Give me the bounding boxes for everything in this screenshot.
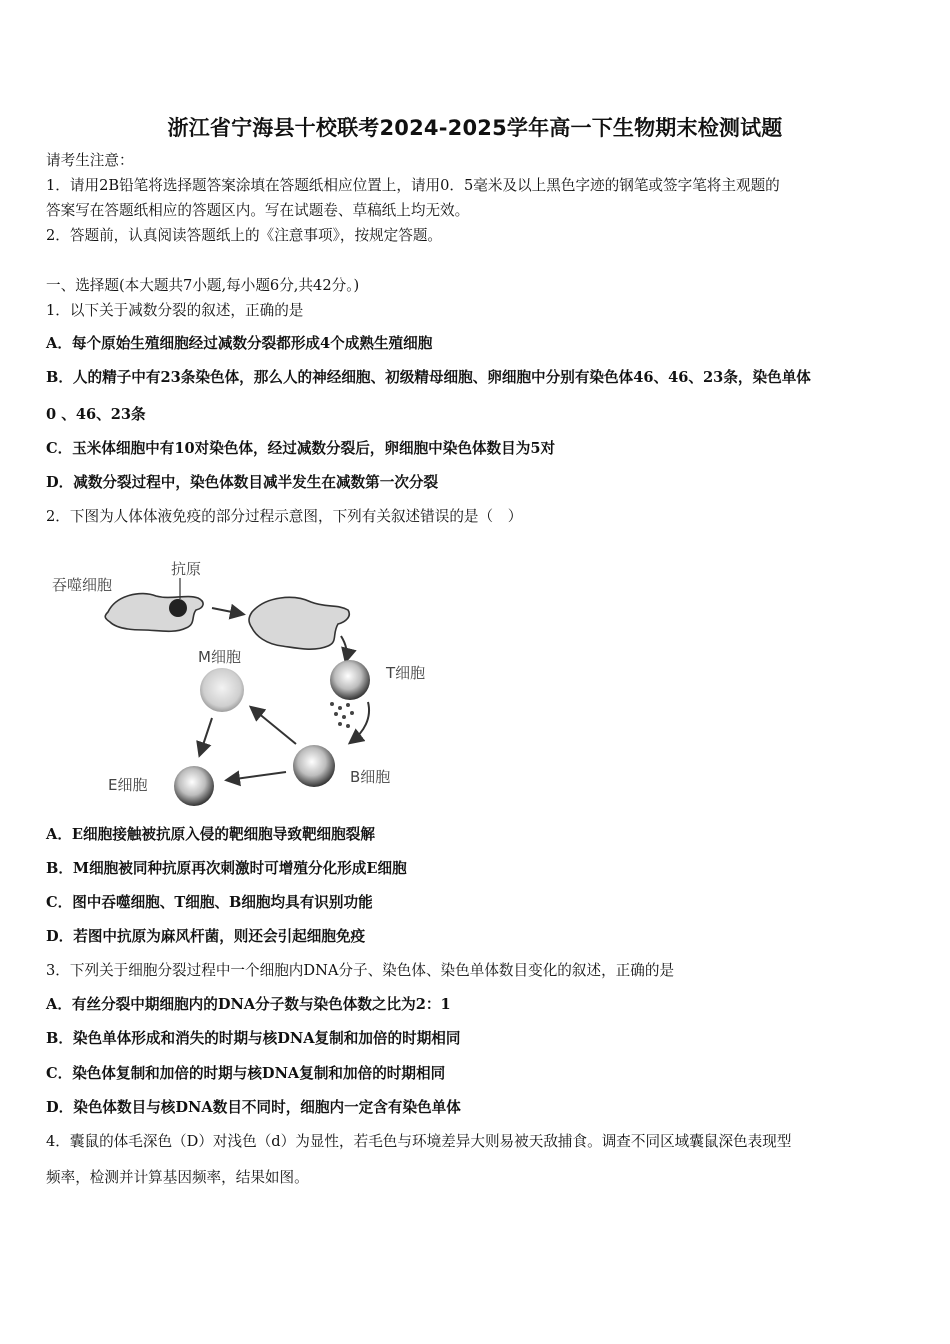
- notice-item-1-line-2: 答案写在答题纸相应的答题区内。写在试题卷、草稿纸上均无效。: [46, 202, 470, 219]
- question-2-option-d: D．若图中抗原为麻风杆菌，则还会引起细胞免疫: [46, 928, 366, 945]
- notice-heading: 请考生注意：: [46, 152, 134, 169]
- question-1-option-d: D．减数分裂过程中，染色体数目减半发生在减数第一次分裂: [46, 474, 439, 491]
- question-2-option-c: C．图中吞噬细胞、T细胞、B细胞均具有识别功能: [46, 894, 373, 911]
- question-4-stem-line-1: 4．囊鼠的体毛深色（D）对浅色（d）为显性，若毛色与环境差异大则易被天敌捕食。调查不同区域囊鼠深色表现型: [46, 1133, 792, 1150]
- antigen-label: 抗原: [171, 560, 202, 578]
- question-3-option-d: D．染色体数目与核DNA数目不同时，细胞内一定含有染色单体: [46, 1099, 461, 1116]
- question-1-stem: 1．以下关于减数分裂的叙述，正确的是: [46, 302, 304, 319]
- m-cell: [200, 668, 244, 712]
- question-1-option-b-line-1: B．人的精子中有23条染色体，那么人的神经细胞、初级精母细胞、卵细胞中分别有染色体46、46、23条，染色单体: [46, 369, 811, 386]
- phagocyte-cell: [105, 594, 203, 632]
- section-heading: 一、选择题(本大题共7小题,每小题6分,共42分。): [46, 277, 360, 294]
- question-3-option-b: B．染色单体形成和消失的时期与核DNA复制和加倍的时期相同: [46, 1030, 461, 1047]
- phagocyte-presenting-cell: [249, 597, 349, 649]
- e-cell-label: E细胞: [108, 776, 148, 794]
- t-cell-label: T细胞: [386, 664, 426, 682]
- e-cell: [174, 766, 214, 806]
- question-3-option-c: C．染色体复制和加倍的时期与核DNA复制和加倍的时期相同: [46, 1065, 446, 1082]
- lymphokine-dots: [330, 702, 354, 728]
- antigen-particle: [169, 599, 187, 617]
- question-4-stem-line-2: 频率，检测并计算基因频率，结果如图。: [46, 1169, 309, 1186]
- m-cell-label: M细胞: [198, 648, 241, 666]
- question-2-stem: 2．下图为人体体液免疫的部分过程示意图，下列有关叙述错误的是（ ）: [46, 508, 523, 525]
- t-cell: [330, 660, 370, 700]
- question-1-option-b-line-2: 0 、46、23条: [46, 406, 146, 423]
- notice-item-1-line-1: 1．请用2B铅笔将选择题答案涂填在答题纸相应位置上，请用0．5毫米及以上黑色字迹的钢笔或签字笔将主观题的: [46, 177, 780, 194]
- question-2-option-b: B．M细胞被同种抗原再次刺激时可增殖分化形成E细胞: [46, 860, 407, 877]
- question-2-option-a: A．E细胞接触被抗原入侵的靶细胞导致靶细胞裂解: [46, 826, 375, 843]
- question-3-option-a: A．有丝分裂中期细胞内的DNA分子数与染色体数之比为2：1: [46, 996, 451, 1013]
- question-1-option-c: C．玉米体细胞中有10对染色体，经过减数分裂后，卵细胞中染色体数目为5对: [46, 440, 556, 457]
- page-title: 浙江省宁海县十校联考2024-2025学年高一下生物期末检测试题: [167, 116, 783, 140]
- b-cell: [293, 745, 335, 787]
- immune-process-diagram: [46, 550, 446, 815]
- question-1-option-a: A．每个原始生殖细胞经过减数分裂都形成4个成熟生殖细胞: [46, 335, 433, 352]
- notice-item-2: 2．答题前，认真阅读答题纸上的《注意事项》，按规定答题。: [46, 227, 443, 244]
- question-3-stem: 3．下列关于细胞分裂过程中一个细胞内DNA分子、染色体、染色单体数目变化的叙述，正确的是: [46, 962, 675, 979]
- phagocyte-label: 吞噬细胞: [52, 576, 113, 594]
- b-cell-label: B细胞: [350, 768, 391, 786]
